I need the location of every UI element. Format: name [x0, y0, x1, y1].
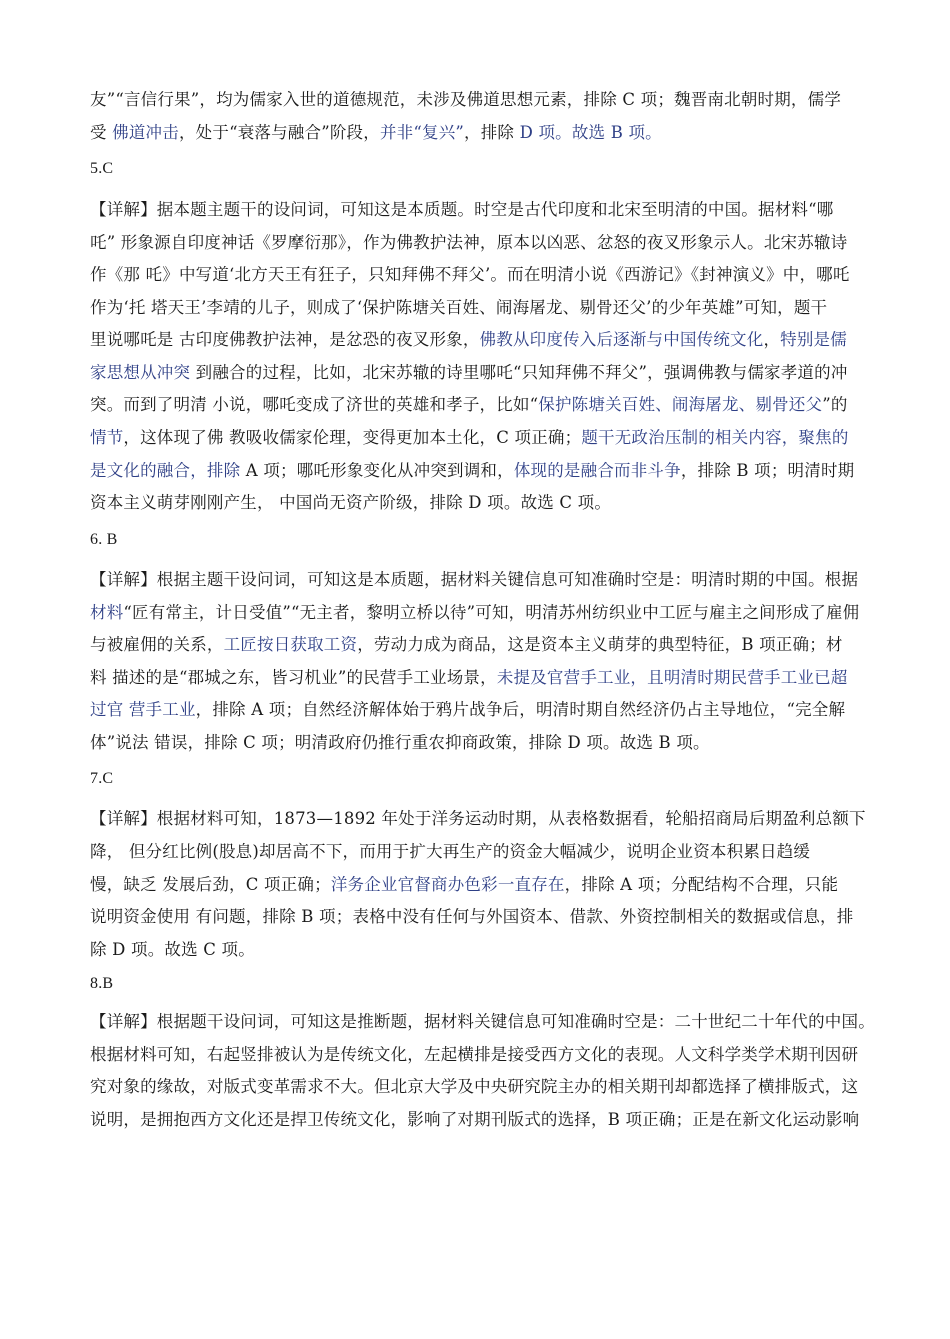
text-segment: 降， 但分红比例(股息)却居高不下，而用于扩大再生产的资金大幅减少，说明企业资本积累日趋缓 — [90, 842, 811, 861]
text-line — [90, 601, 880, 625]
text-line — [90, 296, 880, 320]
highlighted-text: 佛道冲击 — [112, 123, 179, 142]
highlighted-text: 并非“复兴” — [379, 123, 465, 142]
text-segment: 到融合的过程，比如，北宋苏辙的诗里哪吒“只知拜佛不拜父”，强调佛教与儒家孝道的冲 — [190, 363, 848, 382]
highlighted-text: 是文化的融合，排除 — [90, 461, 241, 480]
text-segment: 说明，是拥抱西方文化还是捍卫传统文化，影响了对期刊版式的选择，B 项正确；正是在新文化运动影响 — [90, 1110, 860, 1129]
text-line — [90, 88, 880, 112]
text-line — [90, 393, 880, 417]
text-segment: 5.C — [90, 160, 114, 177]
question-number — [90, 157, 880, 181]
text-segment: 吒” 形象源自印度神话《罗摩衍那》，作为佛教护法神，原本以凶恶、忿怒的夜叉形象示人。北宋苏辙诗 — [90, 233, 848, 252]
highlighted-text: 佛教从印度传入后逐渐与中国传统文化 — [479, 330, 764, 349]
text-line — [90, 873, 880, 897]
text-line — [90, 1075, 880, 1099]
text-segment: 7.C — [90, 770, 114, 787]
highlighted-text: 家思想从冲突 — [90, 363, 191, 382]
text-line — [90, 328, 880, 352]
text-segment: ，排除 B 项；明清时期 — [680, 461, 855, 480]
text-segment: 友”“言信行果”，均为儒家入世的道德规范，未涉及佛道思想元素，排除 C 项；魏晋南北朝时期，儒学 — [90, 90, 842, 109]
text-segment: 除 D 项。故选 C 项。 — [90, 940, 255, 959]
highlighted-text: 特别是儒 — [780, 330, 847, 349]
text-line — [90, 633, 880, 657]
text-segment: 作为‘托 塔天王’李靖的儿子，则成了‘保护陈塘关百姓、闹海屠龙、剔骨还父’的少年英雄”可知，题干 — [90, 298, 828, 317]
highlighted-text: 工匠按日获取工资 — [223, 635, 358, 654]
highlighted-text: 题干无政治压制的相关内容，聚焦的 — [581, 428, 849, 447]
text-line — [90, 198, 880, 222]
highlighted-text: D 项。故选 B 项。 — [519, 123, 662, 142]
text-line — [90, 698, 880, 722]
text-segment: 体”说法 错误，排除 C 项；明清政府仍推行重农抑商政策，排除 D 项。故选 B 项。 — [90, 733, 710, 752]
text-segment: 料 描述的是“郡城之东，皆习机业”的民营手工业场景， — [90, 668, 497, 687]
text-segment: ， — [763, 330, 781, 349]
text-segment: 6. B — [90, 531, 118, 548]
text-line — [90, 491, 880, 515]
highlighted-text: 洋务企业官督商办色彩一直存在 — [330, 875, 565, 894]
text-segment: 8.B — [90, 975, 114, 992]
text-line — [90, 263, 880, 287]
text-segment: 资本主义萌芽刚刚产生， 中国尚无资产阶级，排除 D 项。故选 C 项。 — [90, 493, 612, 512]
text-segment: 【详解】根据主题干设问词，可知这是本质题，据材料关键信息可知准确时空是：明清时期的中国。根据 — [90, 570, 859, 589]
text-segment: 慢，缺乏 发展后劲，C 项正确； — [90, 875, 331, 894]
highlighted-text: 情节 — [90, 428, 124, 447]
text-line — [90, 666, 880, 690]
text-segment: 说明资金使用 有问题，排除 B 项；表格中没有任何与外国资本、借款、外资控制相关的数据或信息，排 — [90, 907, 854, 926]
highlighted-text: 过官 营手工业 — [90, 700, 196, 719]
text-line — [90, 568, 880, 592]
text-line — [90, 1010, 880, 1034]
text-line — [90, 938, 880, 962]
text-line — [90, 1108, 880, 1132]
text-line — [90, 1043, 880, 1067]
question-number — [90, 972, 880, 996]
text-segment: 【详解】根据题干设问词，可知这是推断题，据材料关键信息可知准确时空是：二十世纪二十年代的中国。 — [90, 1012, 875, 1031]
text-segment: ，这体现了佛 教吸收儒家伦理，变得更加本土化，C 项正确； — [123, 428, 582, 447]
highlighted-text: 体现的是融合而非斗争 — [513, 461, 681, 480]
highlighted-text: 材料 — [90, 603, 124, 622]
text-segment: ，排除 A 项；分配结构不合理，只能 — [564, 875, 839, 894]
text-line — [90, 905, 880, 929]
question-number — [90, 767, 880, 791]
text-segment: ，排除 A 项；自然经济解体始于鸦片战争后，明清时期自然经济仍占主导地位，“完全解 — [195, 700, 846, 719]
text-segment: ，排除 — [464, 123, 520, 142]
text-line — [90, 121, 880, 145]
text-segment: 【详解】根据材料可知，1873—1892 年处于洋务运动时期，从表格数据看，轮船招商局后期盈利总额下 — [90, 809, 866, 828]
text-line — [90, 231, 880, 255]
text-segment: 突。而到了明清 小说，哪吒变成了济世的英雄和孝子，比如“ — [90, 395, 539, 414]
text-segment: 作《那 吒》中写道‘北方天王有狂子，只知拜佛不拜父’。而在明清小说《西游记》《封神演义》中，哪吒 — [90, 265, 850, 284]
text-segment: 【详解】据本题主题干的设问词，可知这是本质题。时空是古代印度和北宋至明清的中国。据材料“哪 — [90, 200, 834, 219]
question-number — [90, 528, 880, 552]
text-segment: 根据材料可知，右起竖排被认为是传统文化，左起横排是接受西方文化的表现。人文科学类学术期刊因研 — [90, 1045, 859, 1064]
text-segment: 究对象的缘故，对版式变革需求不大。但北京大学及中央研究院主办的相关期刊却都选择了横排版式，这 — [90, 1077, 859, 1096]
text-line — [90, 459, 880, 483]
highlighted-text: 保护陈塘关百姓、闹海屠龙、剔骨还父 — [538, 395, 823, 414]
text-line — [90, 361, 880, 385]
text-line — [90, 731, 880, 755]
text-line — [90, 807, 880, 831]
text-line — [90, 840, 880, 864]
text-segment: ，处于“衰落与融合”阶段， — [178, 123, 380, 142]
text-segment: 受 — [90, 123, 113, 142]
text-segment: ”的 — [822, 395, 848, 414]
text-segment: “匠有常主，计日受值”“无主者，黎明立桥以待”可知，明清苏州纺织业中工匠与雇主之间形成了雇佣 — [123, 603, 860, 622]
text-segment: ，劳动力成为商品，这是资本主义萌芽的典型特征，B 项正确；材 — [357, 635, 843, 654]
text-segment: A 项；哪吒形象变化从冲突到调和， — [240, 461, 514, 480]
text-line — [90, 426, 880, 450]
text-segment: 里说哪吒是 古印度佛教护法神，是忿恐的夜叉形象， — [90, 330, 480, 349]
highlighted-text: 未提及官营手工业，且明清时期民营手工业已超 — [496, 668, 848, 687]
text-segment: 与被雇佣的关系， — [90, 635, 224, 654]
